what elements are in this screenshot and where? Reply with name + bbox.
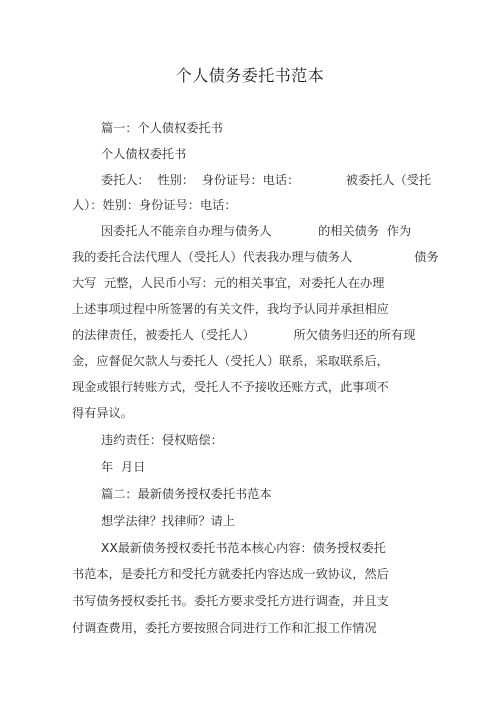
paragraph-line: 委托人： 性别： 身份证号：电话： 被委托人（受托 <box>101 173 432 187</box>
paragraph-line: XX最新债务授权委托书范本核心内容：债务授权委托 <box>101 541 386 555</box>
paragraph-line: 想学法律？找律师？请上 <box>101 514 236 528</box>
paragraph-line: 因委托人不能亲自办理与债务人 的相关债务 作为 <box>101 224 412 238</box>
paragraph-line: 书范本，是委托方和受托方就委托内容达成一致协议，然后 <box>72 567 389 581</box>
section-heading-1: 篇一：个人债权委托书 <box>101 121 223 135</box>
document-title: 个人债务委托书范本 <box>175 66 325 85</box>
paragraph-line: 的法律责任，被委托人（受托人） 所欠债务归还的所有现 <box>72 328 416 342</box>
paragraph-line: 金，应督促欠款人与委托人（受托人）联系，采取联系后， <box>72 354 389 368</box>
paragraph-line: 得有异议。 <box>72 406 133 420</box>
paragraph-line: 个人债权委托书 <box>101 147 187 161</box>
paragraph-line: 付调查费用，委托方要按照合同进行工作和汇报工作情况 <box>72 621 377 635</box>
paragraph-line: 大写 元整，人民币小写：元的相关事宜，对委托人在办理 <box>72 276 385 290</box>
section-heading-2: 篇二：最新债务授权委托书范本 <box>101 487 272 501</box>
paragraph-line: 我的委托合法代理人（受托人）代表我办理与债务人 债务 <box>72 250 439 264</box>
paragraph-line: 现金或银行转账方式，受托人不予接收还账方式，此事项不 <box>72 380 389 394</box>
paragraph-line: 上述事项过程中所签署的有关文件，我均予认同并承担相应 <box>72 302 389 316</box>
paragraph-line: 年 月日 <box>101 460 146 474</box>
paragraph-line: 人）：姓别：身份证号：电话： <box>72 198 237 212</box>
paragraph-line: 违约责任：侵权赔偿： <box>101 433 223 447</box>
paragraph-line: 书写债务授权委托书。委托方要求受托方进行调查，并且支 <box>72 594 389 608</box>
